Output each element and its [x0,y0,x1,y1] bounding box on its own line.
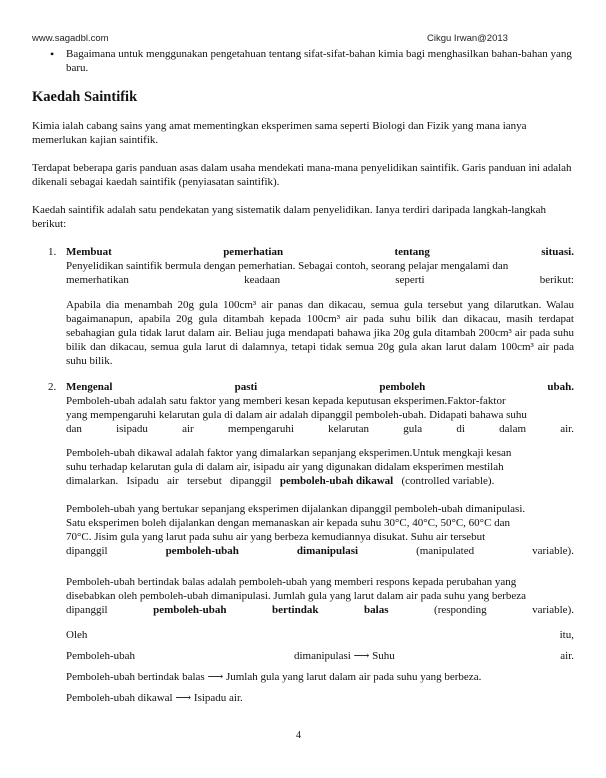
paragraph-3: Kaedah saintifik adalah satu pendekatan yang sistematik dalam penyelidikan. Ianya terdiri daripada langkah-langkah berikut: [32,204,547,230]
section-title: Kaedah Saintifik [32,89,138,105]
paragraph-2: Terdapat beberapa garis panduan asas dalam usaha mendekati mana-mana penyelidikan saintifik. Garis panduan ini adalah dikenali sebagai kaedah saintifik (penyiasatan saintifik). [32,162,572,188]
item1-example: Apabila dia menambah 20g gula 100cm³ air panas dan dikacau, semua gula tersebut yang dilarutkan. Walau bagaimanapun, apabila 20g gula ditambah kepada 100cm³ air pada suhu bilik dan dikacau, masih terdapat sebahagian gula tidak larut dalam air. Beliau juga mendapati bahawa jika 20g gula ditambah 200cm³ air pada suhu bilik dan dikacau, semua gula larut di dalamnya, tetapi tidak semua 20g gula akan larut dalam 100cm³ air pada suhu bilik. [66,299,574,367]
item1-line3: memerhatikan keadaan seperti berikut: [66,274,574,286]
item2-p1-line1: Pemboleh-ubah adalah satu faktor yang memberi kesan kepada keputusan eksperimen.Faktor-faktor [66,395,506,407]
item2-manipulated-line: Pemboleh-ubah dimanipulasi ⟶ Suhu air. [66,650,574,662]
item2-p1-line3: dan isipadu air mempengaruhi kelarutan gula di dalam air. [66,423,574,435]
arrow-icon: ⟶ [207,671,224,683]
item2-responding-line: Pemboleh-ubah bertindak balas ⟶ Jumlah gula yang larut dalam air pada suhu yang berbeza. [66,671,482,683]
item2-para-3: Pemboleh-ubah yang bertukar sepanjang eksperimen dijalankan dipanggil pemboleh-ubah dimanipulasi. Satu eksperimen boleh dijalankan dengan memanaskan air kepada suhu 30°C, 40°C, 50°C, 60°C dan 70°C. Jisim gula yang larut pada suhu air yang berbeza kemudiannya disukat. Suhu air tersebut dipanggil pemboleh-ubah dimanipulasi (manipulated variable). [66,503,574,557]
item2-para-2: Pemboleh-ubah dikawal adalah faktor yang dimalarkan sepanjang eksperimen.Untuk mengkaji kesan suhu terhadap kelarutan gula di dalam air, isipadu air yang digunakan didalam eksperimen mestilah dimalarkan. Isipadu air tersebut dipanggil pemboleh-ubah dikawal (controlled variable). [66,447,512,487]
page-header [32,33,574,47]
paragraph-1: Kimia ialah cabang sains yang amat mementingkan eksperimen sama seperti Biologi dan Fizik yang mana ianya memerlukan kajian saintifik. [32,120,527,146]
arrow-icon: ⟶ [353,650,370,662]
bullet-icon: • [50,47,55,61]
page-number: 4 [296,730,301,741]
item2-controlled-line: Pemboleh-ubah dikawal ⟶ Isipadu air. [66,692,243,704]
item1-heading: Membuat pemerhatian tentang situasi. [66,246,574,258]
header-site: www.sagadbl.com [32,33,109,44]
bullet-text: Bagaimana untuk menggunakan pengetahuan tentang sifat-sifat-bahan kimia bagi menghasilkan bahan-bahan yang baru. [66,48,572,74]
arrow-icon: ⟶ [175,692,192,704]
bullet-item [50,47,575,75]
list-number: 1. [48,246,57,258]
header-author: Cikgu Irwan@2013 [427,33,508,44]
list-number: 2. [48,381,57,393]
item1-line2: Penyelidikan saintifik bermula dengan pemerhatian. Sebagai contoh, seorang pelajar mengalami dan [66,260,509,272]
item2-heading: Mengenal pasti pemboleh ubah. [66,381,574,393]
item2-para-4: Pemboleh-ubah bertindak balas adalah pemboleh-ubah yang memberi respons kepada perubahan yang disebabkan oleh pemboleh-ubah dimanipulasi. Jumlah gula yang larut dalam air pada suhu yang berbeza dipanggil pemboleh-ubah bertindak balas (responding variable). [66,576,574,616]
item2-oleh: Oleh itu, [66,629,574,641]
item2-p1-line2: yang mempengaruhi kelarutan gula di dalam air adalah dipanggil pemboleh-ubah. Didapati bahawa suhu [66,409,527,421]
